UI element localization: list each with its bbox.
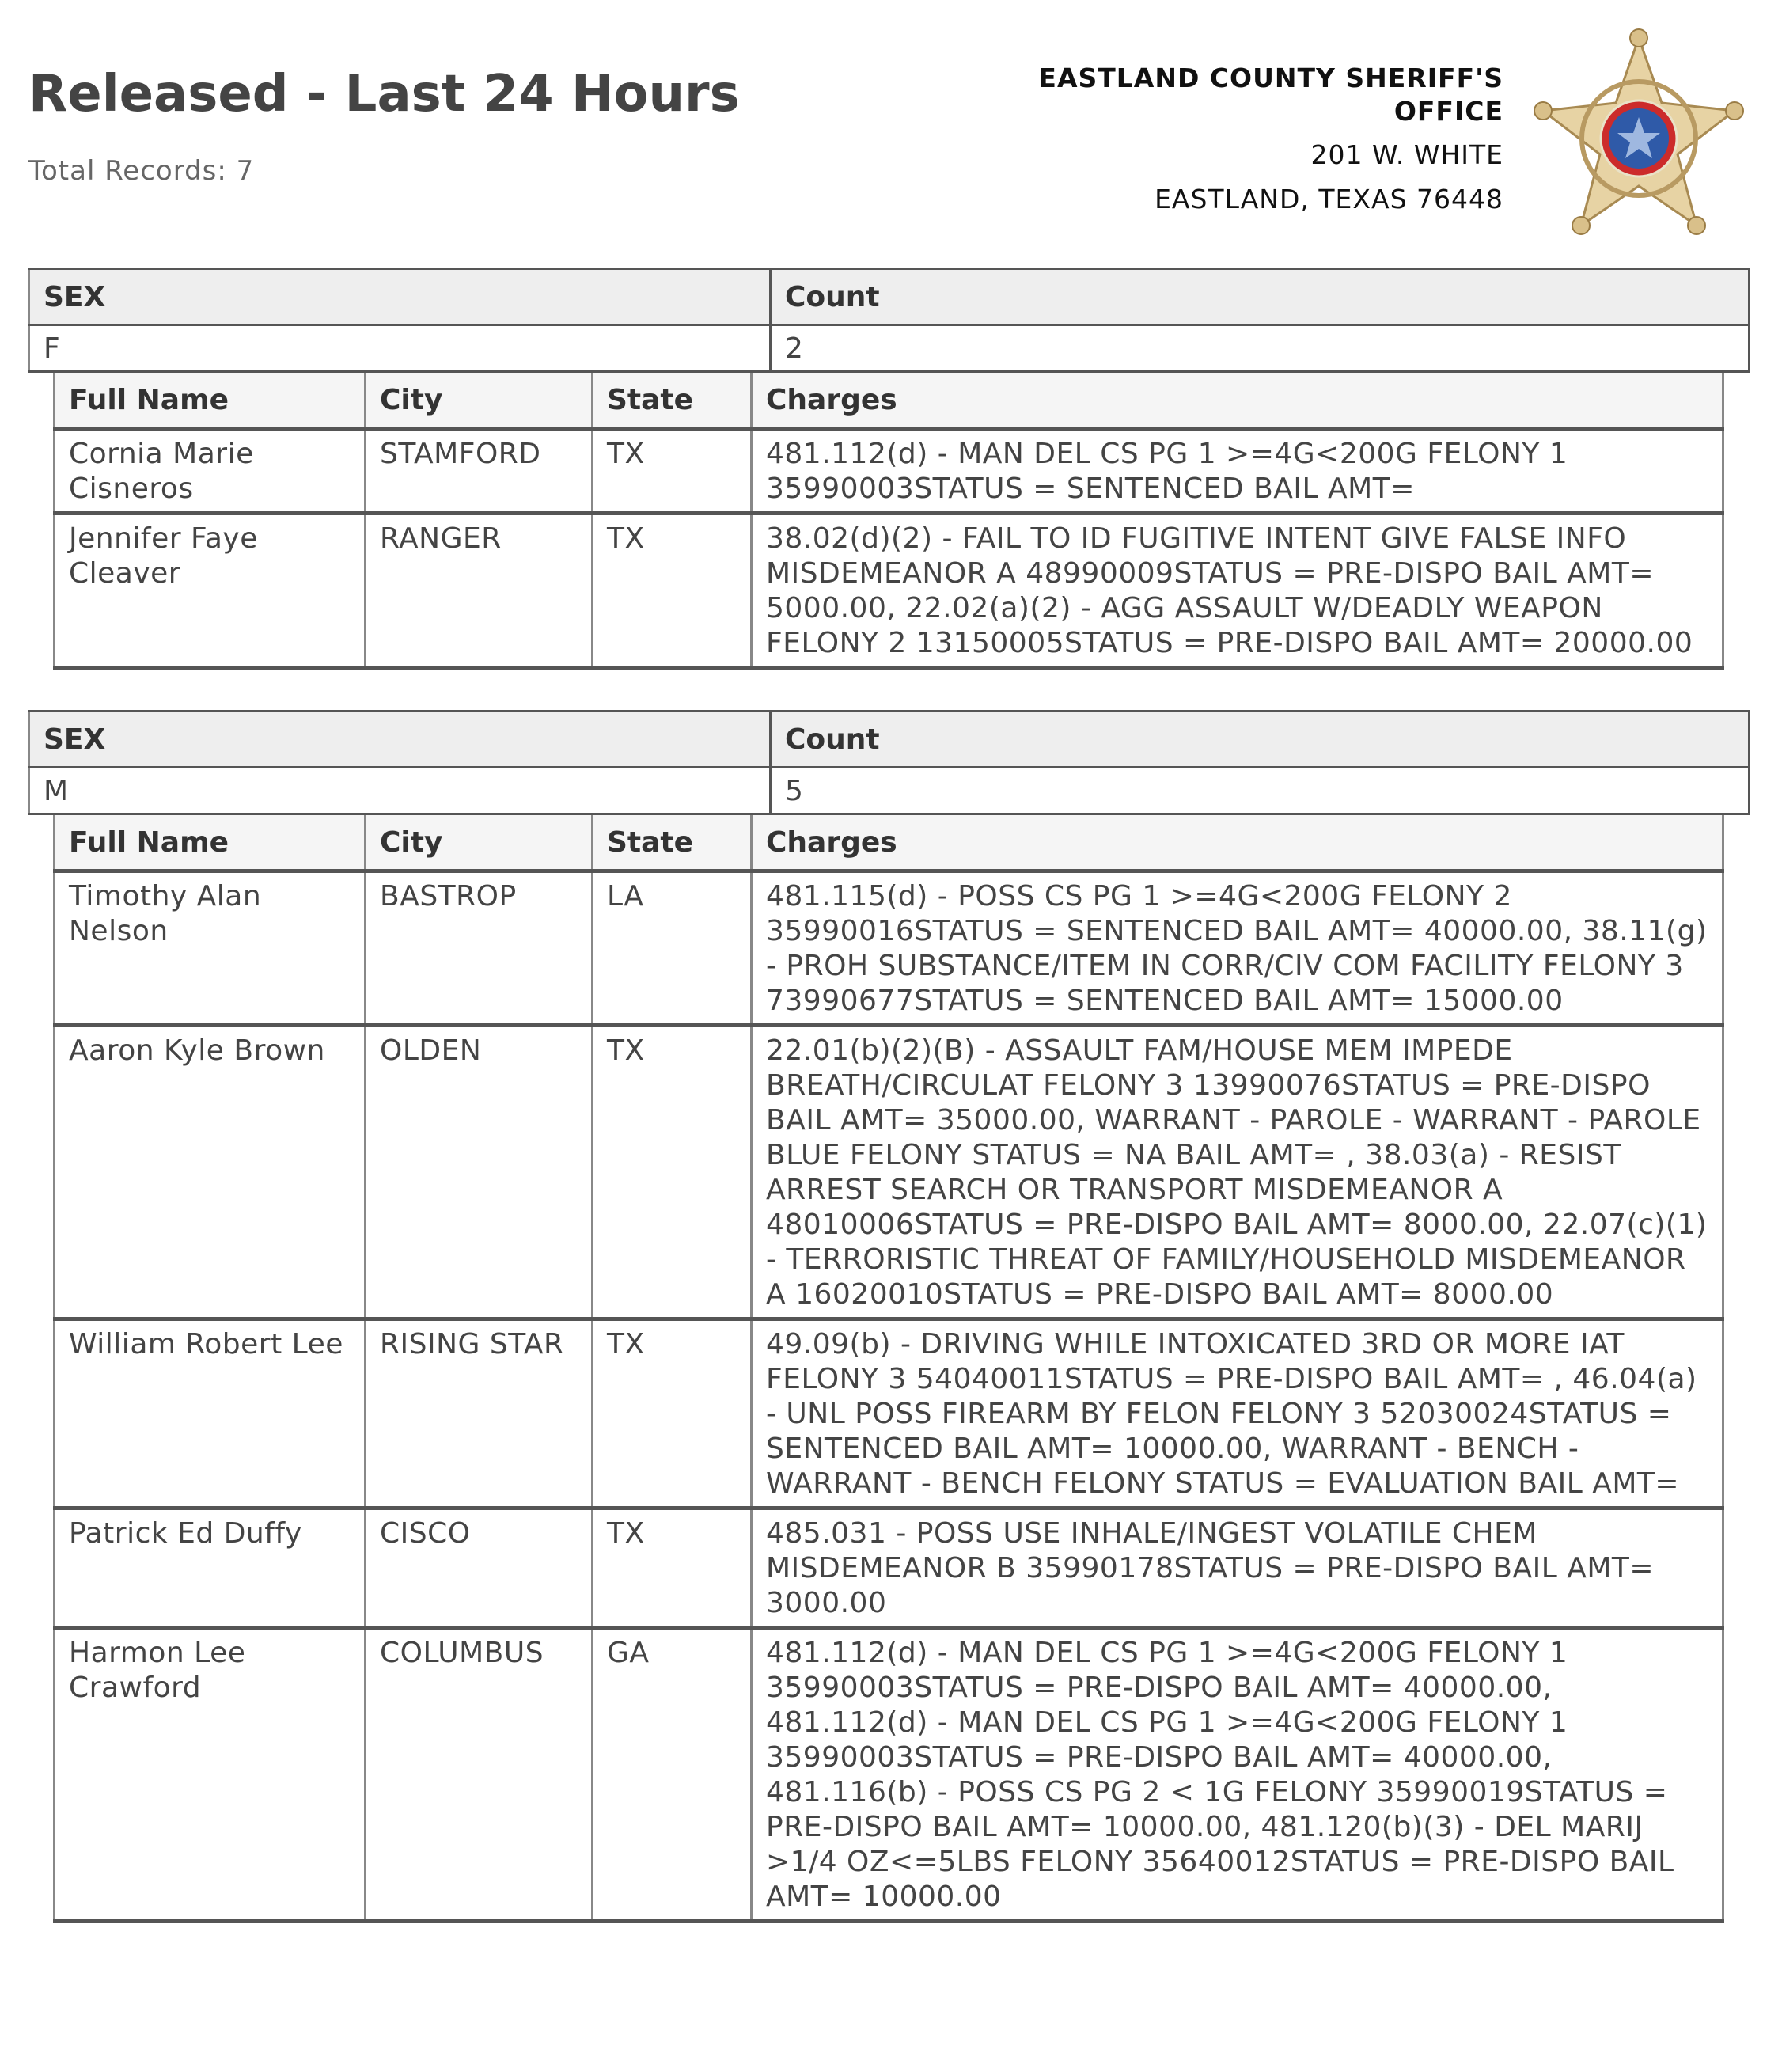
address-line1: 201 W. WHITE	[1310, 139, 1503, 170]
full-name-cell: Cornia Marie Cisneros	[55, 429, 366, 514]
state-cell: TX	[593, 1508, 752, 1628]
address-line2: EASTLAND, TEXAS 76448	[1155, 184, 1503, 214]
count-column-header: Count	[771, 712, 1750, 768]
city-cell: COLUMBUS	[366, 1628, 593, 1922]
charges-cell: 22.01(b)(2)(B) - ASSAULT FAM/HOUSE MEM IMPEDE BREATH/CIRCULAT FELONY 3 13990076STATUS = PRE-DISPO BAIL AMT= 35000.00, WARRANT - PAROLE - WARRANT - PAROLE BLUE FELONY STATUS = NA BAIL AMT= , 38.03(a) - RESIST ARREST SEARCH OR TRANSPORT MISDEMEANOR A 48010006STATUS = PRE-DISPO BAIL AMT= 8000.00, 22.07(c)(1) - TERRORISTIC THREAT OF FAMILY/HOUSEHOLD MISDEMEANOR A 16020010STATUS = PRE-DISPO BAIL AMT= 8000.00	[752, 1026, 1723, 1319]
city-cell: RANGER	[366, 514, 593, 668]
table-row	[55, 1628, 1723, 1922]
full-name-column-header: Full Name	[55, 373, 366, 429]
table-row	[55, 1319, 1723, 1508]
table-row	[55, 1508, 1723, 1628]
full-name-cell: William Robert Lee	[55, 1319, 366, 1508]
charges-column-header: Charges	[752, 373, 1723, 429]
full-name-cell: Aaron Kyle Brown	[55, 1026, 366, 1319]
city-column-header: City	[366, 373, 593, 429]
full-name-cell: Jennifer Faye Cleaver	[55, 514, 366, 668]
state-cell: TX	[593, 429, 752, 514]
table-row	[55, 429, 1723, 514]
count-value: 5	[771, 768, 1750, 814]
count-column-header: Count	[771, 269, 1750, 325]
full-name-cell: Patrick Ed Duffy	[55, 1508, 366, 1628]
sex-value: F	[29, 325, 771, 372]
report-header	[0, 0, 1782, 253]
state-column-header: State	[593, 815, 752, 871]
city-cell: OLDEN	[366, 1026, 593, 1319]
city-cell: CISCO	[366, 1508, 593, 1628]
table-row	[55, 1026, 1723, 1319]
full-name-column-header: Full Name	[55, 815, 366, 871]
charges-cell: 485.031 - POSS USE INHALE/INGEST VOLATILE CHEM MISDEMEANOR B 35990178STATUS = PRE-DISPO BAIL AMT= 3000.00	[752, 1508, 1723, 1628]
state-column-header: State	[593, 373, 752, 429]
table-row	[55, 514, 1723, 668]
charges-cell: 481.112(d) - MAN DEL CS PG 1 >=4G<200G FELONY 1 35990003STATUS = SENTENCED BAIL AMT=	[752, 429, 1723, 514]
state-cell: TX	[593, 514, 752, 668]
total-records: Total Records: 7	[28, 155, 255, 187]
sex-value: M	[29, 768, 771, 814]
sex-summary-table	[28, 268, 1750, 373]
full-name-cell: Harmon Lee Crawford	[55, 1628, 366, 1922]
count-value: 2	[771, 325, 1750, 372]
charges-column-header: Charges	[752, 815, 1723, 871]
charges-cell: 49.09(b) - DRIVING WHILE INTOXICATED 3RD OR MORE IAT FELONY 3 54040011STATUS = PRE-DISPO BAIL AMT= , 46.04(a) - UNL POSS FIREARM BY FELON FELONY 3 52030024STATUS = SENTENCED BAIL AMT= 10000.00, WARRANT - BENCH - WARRANT - BENCH FELONY STATUS = EVALUATION BAIL AMT=	[752, 1319, 1723, 1508]
office-info	[1038, 62, 1503, 222]
city-cell: RISING STAR	[366, 1319, 593, 1508]
state-cell: LA	[593, 871, 752, 1026]
sex-column-header: SEX	[29, 269, 771, 325]
state-cell: TX	[593, 1026, 752, 1319]
page-title: Released - Last 24 Hours	[28, 65, 740, 123]
sex-column-header: SEX	[29, 712, 771, 768]
city-cell: BASTROP	[366, 871, 593, 1026]
sex-summary-table	[28, 710, 1750, 815]
city-cell: STAMFORD	[366, 429, 593, 514]
state-cell: GA	[593, 1628, 752, 1922]
office-name-line2: OFFICE	[1393, 96, 1503, 127]
sex-group-f	[28, 268, 1750, 670]
records-table	[53, 373, 1724, 670]
charges-cell: 481.112(d) - MAN DEL CS PG 1 >=4G<200G FELONY 1 35990003STATUS = PRE-DISPO BAIL AMT= 40000.00, 481.112(d) - MAN DEL CS PG 1 >=4G<200G FELONY 1 35990003STATUS = PRE-DISPO BAIL AMT= 40000.00, 481.116(b) - POSS CS PG 2 < 1G FELONY 35990019STATUS = PRE-DISPO BAIL AMT= 10000.00, 481.120(b)(3) - DEL MARIJ >1/4 OZ<=5LBS FELONY 35640012STATUS = PRE-DISPO BAIL AMT= 10000.00	[752, 1628, 1723, 1922]
sex-group-m	[28, 710, 1750, 1923]
sheriff-star-badge-icon	[1527, 24, 1750, 241]
charges-cell: 38.02(d)(2) - FAIL TO ID FUGITIVE INTENT GIVE FALSE INFO MISDEMEANOR A 48990009STATUS = PRE-DISPO BAIL AMT= 5000.00, 22.02(a)(2) - AGG ASSAULT W/DEADLY WEAPON FELONY 2 13150005STATUS = PRE-DISPO BAIL AMT= 20000.00	[752, 514, 1723, 668]
full-name-cell: Timothy Alan Nelson	[55, 871, 366, 1026]
records-table	[53, 815, 1724, 1923]
office-name-line1: EASTLAND COUNTY SHERIFF'S	[1038, 63, 1503, 93]
table-row	[55, 871, 1723, 1026]
city-column-header: City	[366, 815, 593, 871]
state-cell: TX	[593, 1319, 752, 1508]
charges-cell: 481.115(d) - POSS CS PG 1 >=4G<200G FELONY 2 35990016STATUS = SENTENCED BAIL AMT= 40000.00, 38.11(g) - PROH SUBSTANCE/ITEM IN CORR/CIV COM FACILITY FELONY 3 73990677STATUS = SENTENCED BAIL AMT= 15000.00	[752, 871, 1723, 1026]
